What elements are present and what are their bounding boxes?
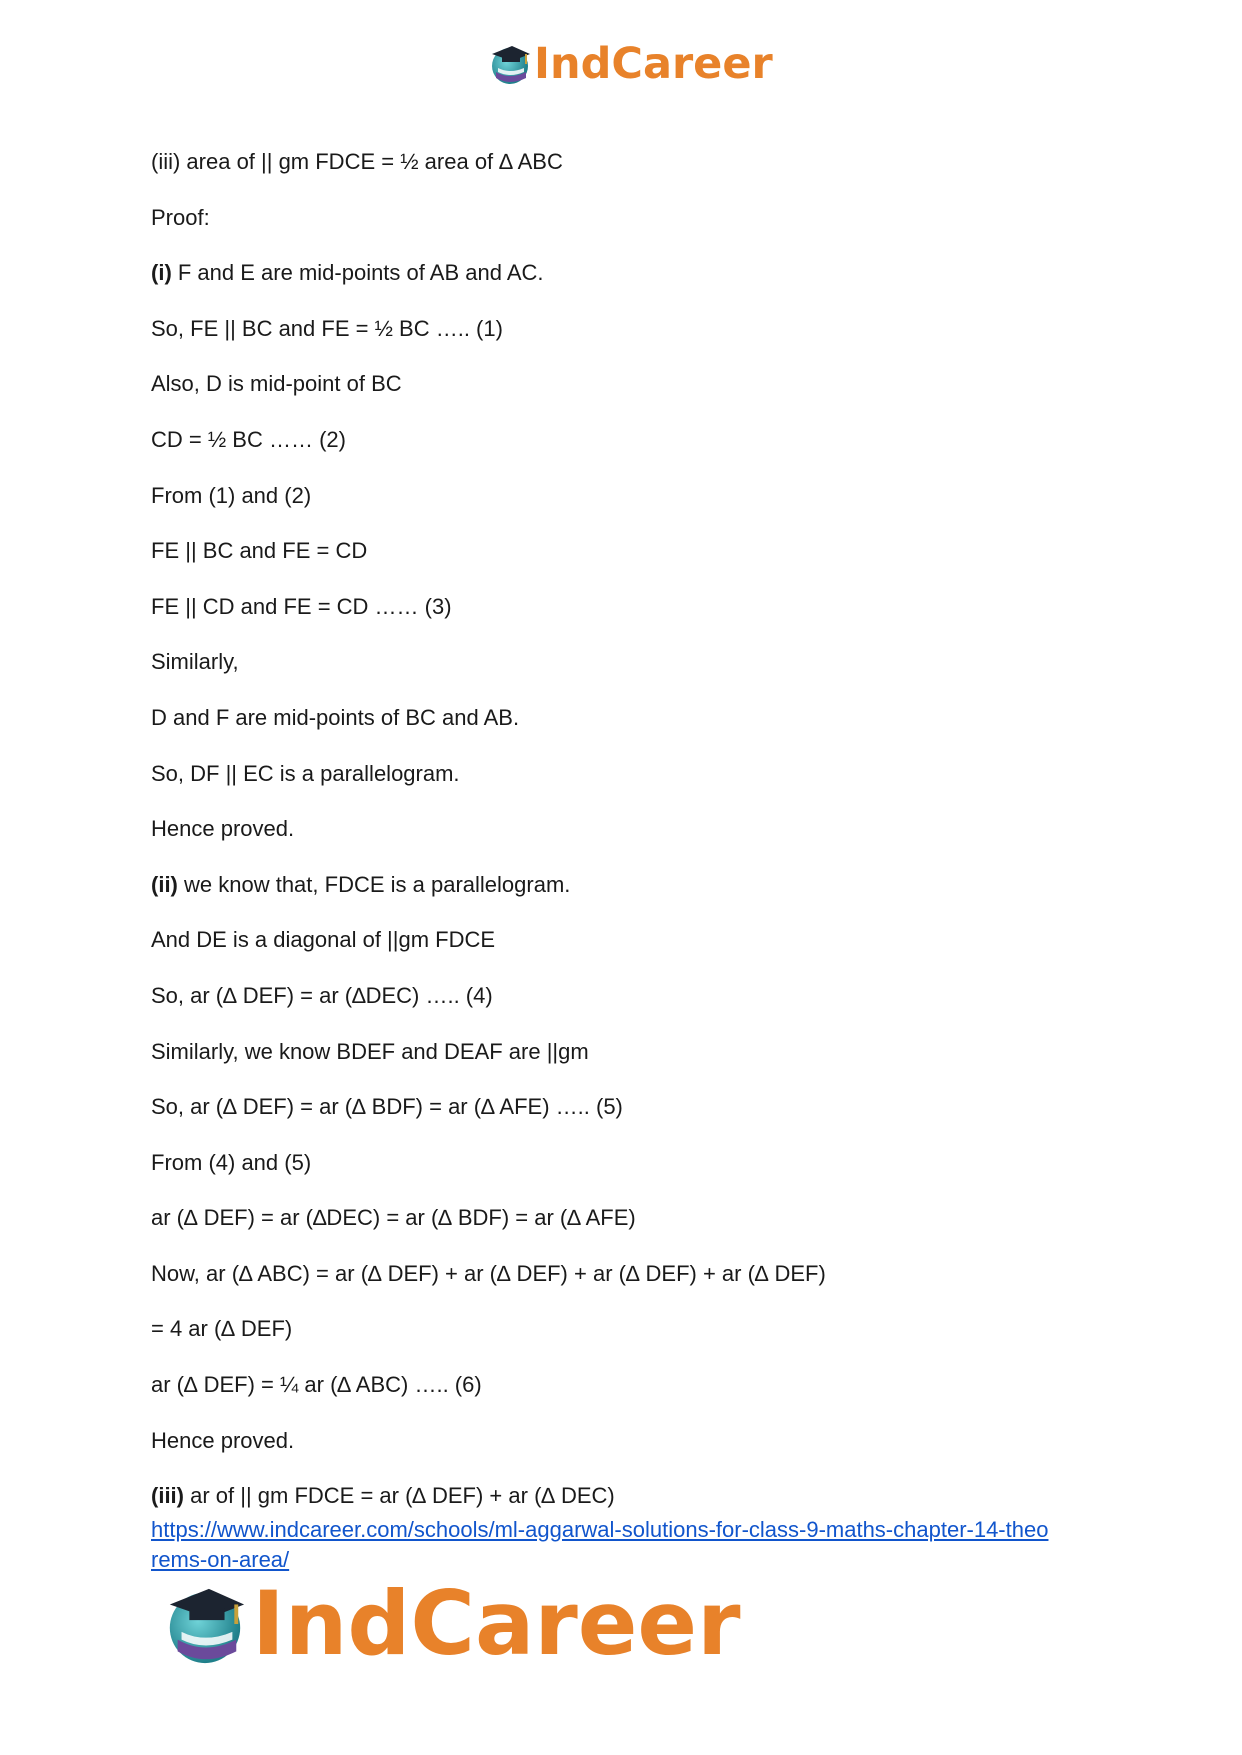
text-line: (iii) ar of || gm FDCE = ar (∆ DEF) + ar (∆ DEC) [151, 1483, 615, 1509]
footer-logo [162, 1572, 741, 1675]
text-line: Similarly, [151, 649, 239, 675]
text-line: = 4 ar (∆ DEF) [151, 1316, 293, 1342]
text-line: Similarly, we know BDEF and DEAF are ||gm [151, 1038, 589, 1064]
source-link-line: rems-on-area/ [151, 1547, 290, 1572]
text-line: (ii) we know that, FDCE is a parallelogram. [151, 871, 571, 897]
header-logo [488, 38, 773, 89]
logo-emblem-icon [488, 42, 532, 86]
text-line: ar (∆ DEF) = ¼ ar (∆ ABC) ….. (6) [151, 1372, 482, 1398]
text-line: Also, D is mid-point of BC [151, 371, 402, 397]
text-line: From (4) and (5) [151, 1149, 312, 1175]
text-line: Hence proved. [151, 1427, 295, 1453]
source-link-line: https://www.indcareer.com/schools/ml-aggarwal-solutions-for-class-9-maths-chapter-14-theo [151, 1517, 1049, 1542]
text-line: Now, ar (∆ ABC) = ar (∆ DEF) + ar (∆ DEF) + ar (∆ DEF) + ar (∆ DEF) [151, 1260, 826, 1286]
text-line: And DE is a diagonal of ||gm FDCE [151, 927, 496, 953]
text-line: So, DF || EC is a parallelogram. [151, 760, 460, 786]
text-line: Hence proved. [151, 816, 295, 842]
text-line: So, ar (∆ DEF) = ar (∆ BDF) = ar (∆ AFE) ….. (5) [151, 1094, 623, 1120]
logo-emblem-icon [162, 1581, 248, 1667]
text-line: So, FE || BC and FE = ½ BC ….. (1) [151, 315, 503, 341]
text-line: (iii) area of || gm FDCE = ½ area of ∆ ABC [151, 149, 563, 174]
text-line: So, ar (∆ DEF) = ar (∆DEC) ….. (4) [151, 982, 493, 1008]
text-line: (i) F and E are mid-points of AB and AC. [151, 260, 544, 286]
text-line: CD = ½ BC …… (2) [151, 426, 346, 452]
solution-text [151, 148, 1111, 1510]
source-link[interactable] [151, 1515, 1111, 1575]
text-line: Proof: [151, 204, 210, 230]
text-line: D and F are mid-points of BC and AB. [151, 704, 520, 730]
text-line: FE || CD and FE = CD …… (3) [151, 593, 452, 619]
logo-text: IndCareer [534, 38, 773, 89]
text-line: ar (∆ DEF) = ar (∆DEC) = ar (∆ BDF) = ar (∆ AFE) [151, 1205, 636, 1231]
logo-text: IndCareer [252, 1572, 741, 1675]
text-line: From (1) and (2) [151, 482, 312, 508]
text-line: FE || BC and FE = CD [151, 538, 368, 564]
